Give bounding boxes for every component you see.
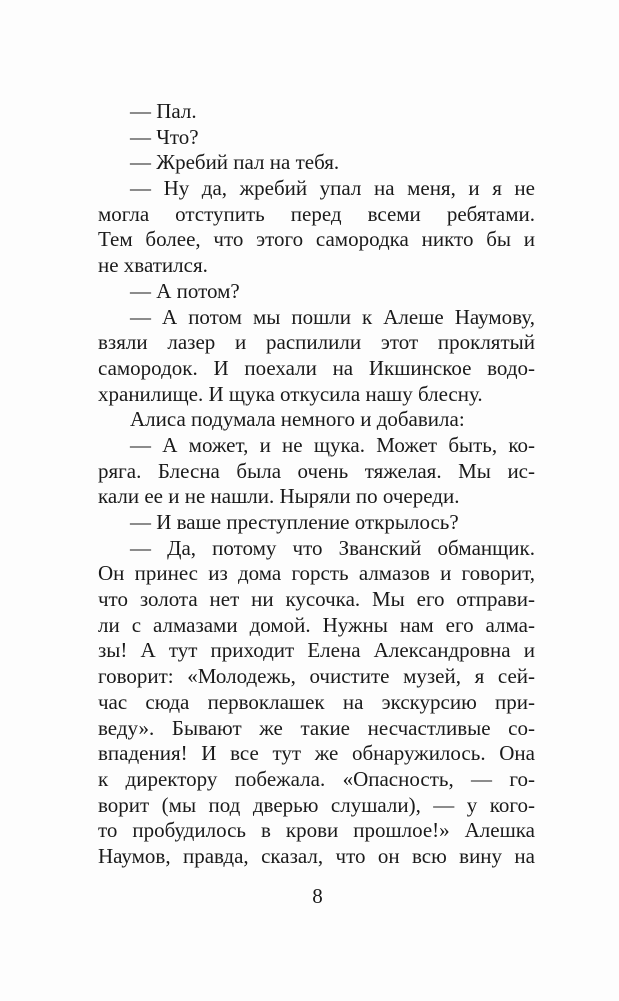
text-line: — А потом? xyxy=(130,278,240,303)
text-line: Алиса подумала немного и добавила: xyxy=(130,407,465,432)
text-line: — И ваше преступление открылось? xyxy=(130,510,459,534)
text-line: — Да, потому что Званский обманщик. xyxy=(130,535,535,560)
text-line: то пробудилось в крови прошлое!» Алешка xyxy=(98,818,535,843)
text-line: самородок. И поехали на Икшинское водо- xyxy=(98,355,535,380)
text-line: что золота нет ни кусочка. Мы его отправи- xyxy=(98,587,535,612)
text-line: Наумов, правда, сказал, что он всю вину на xyxy=(98,843,535,868)
text-line: Тем более, что этого самородка никто бы и xyxy=(98,227,535,252)
text-line: — А может, и не щука. Может быть, ко- xyxy=(130,432,535,457)
text-line: — А потом мы пошли к Алеше Наумову, xyxy=(130,304,535,329)
text-line: взяли лазер и распилили этот проклятый xyxy=(98,330,535,355)
text-line: — Ну да, жребий упал на меня, и я не xyxy=(130,176,535,201)
text-line: — Жребий пал на тебя. xyxy=(130,150,340,175)
page-body-text xyxy=(98,99,535,870)
text-line: ворит (мы под дверью слушали), — у кого- xyxy=(98,792,535,817)
text-line: ряга. Блесна была очень тяжелая. Мы ис- xyxy=(98,458,535,483)
text-line: веду». Бывают же такие несчастливые со- xyxy=(98,715,535,740)
page-number: 8 xyxy=(312,884,323,908)
text-line: хранилище. И щука откусила нашу блесну. xyxy=(98,381,483,406)
text-line: к директору побежала. «Опасность, — го- xyxy=(98,766,535,791)
text-line: — Что? xyxy=(130,124,199,149)
text-line: ли с алмазами домой. Нужны нам его алма- xyxy=(98,612,535,637)
text-line: — Пал. xyxy=(130,99,197,123)
text-line: час сюда первоклашек на экскурсию при- xyxy=(98,689,535,714)
text-line: могла отступить перед всеми ребятами. xyxy=(98,201,535,226)
text-line: впадения! И все тут же обнаружилось. Она xyxy=(98,741,535,766)
text-line: говорит: «Молодежь, очистите музей, я сей- xyxy=(98,664,535,689)
text-line: Он принес из дома горсть алмазов и говорит, xyxy=(98,561,535,586)
text-line: не хватился. xyxy=(98,253,208,278)
text-line: зы! А тут приходит Елена Александровна и xyxy=(98,638,535,663)
text-line: кали ее и не нашли. Ныряли по очереди. xyxy=(98,484,460,509)
